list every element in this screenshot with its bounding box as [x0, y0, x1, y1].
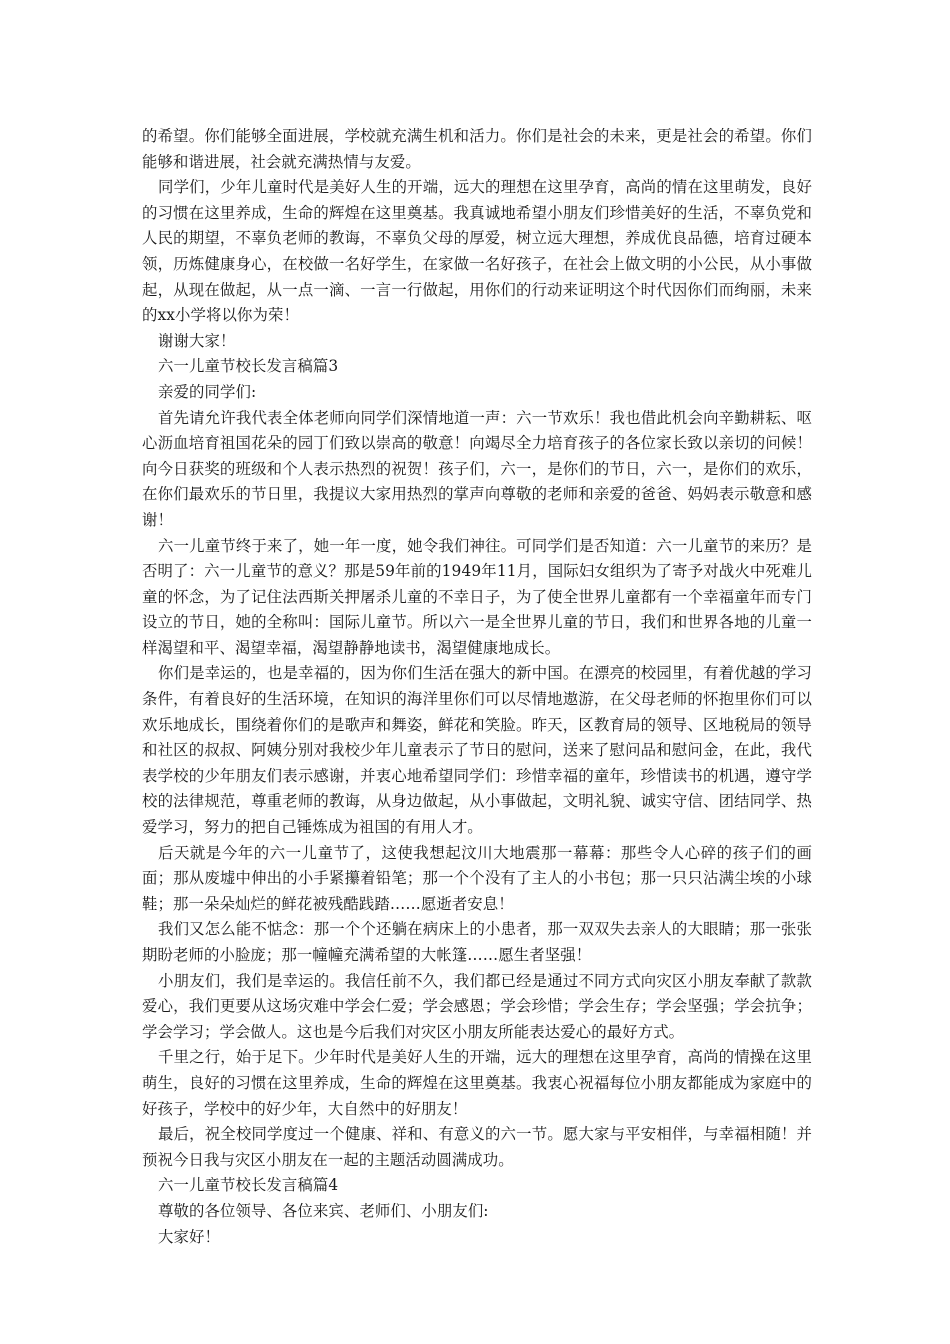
closing-thanks: 谢谢大家！ [158, 331, 236, 350]
paragraph: 千里之行，始于足下。少年时代是美好人生的开端，远大的理想在这里孕育，高尚的情操在这里萌生，良好的习惯在这里养成，生命的辉煌在这里奠基。我衷心祝福每位小朋友都能成为家庭中的好孩子，学校中的好少年，大自然中的好朋友！ [142, 1048, 812, 1118]
paragraph: 首先请允许我代表全体老师向同学们深情地道一声：六一节欢乐！我也借此机会向辛勤耕耘、呕心沥血培育祖国花朵的园丁们致以崇高的敬意！向竭尽全力培育孩子的各位家长致以亲切的问候！向今日获奖的班级和个人表示热烈的祝贺！孩子们，六一，是你们的节日，六一，是你们的欢乐，在你们最欢乐的节日里，我提议大家用热烈的掌声向尊敬的老师和亲爱的爸爸、妈妈表示敬意和感谢！ [142, 408, 812, 529]
document-page [142, 124, 812, 1250]
paragraph: 你们是幸运的，也是幸福的，因为你们生活在强大的新中国。在漂亮的校园里，有着优越的学习条件，有着良好的生活环境，在知识的海洋里你们可以尽情地遨游，在父母老师的怀抱里你们可以欢乐地成长，围绕着你们的是歌声和舞姿，鲜花和笑脸。昨天，区教育局的领导、区地税局的领导和社区的叔叔、阿姨分别对我校少年儿童表示了节日的慰问，送来了慰问品和慰问金，在此，我代表学校的少年朋友们表示感谢，并衷心地希望同学们：珍惜幸福的童年，珍惜读书的机遇，遵守学校的法律规范，尊重老师的教诲，从身边做起，从小事做起，文明礼貌、诚实守信、团结同学、热爱学习，努力的把自己锤炼成为祖国的有用人才。 [142, 664, 812, 837]
salutation: 尊敬的各位领导、各位来宾、老师们、小朋友们: [158, 1201, 489, 1220]
paragraph-continuation: 的希望。你们能够全面进展，学校就充满生机和活力。你们是社会的未来，更是社会的希望。你们能够和谐进展，社会就充满热情与友爱。 [142, 127, 812, 171]
greeting: 大家好！ [158, 1227, 220, 1246]
paragraph: 六一儿童节终于来了，她一年一度，她令我们神往。可同学们是否知道：六一儿童节的来历？是否明了：六一儿童节的意义？那是59年前的1949年11月，国际妇女组织为了寄予对战火中死难儿童的怀念，为了记住法西斯关押屠杀儿童的不幸日子，为了使全世界儿童都有一个幸福童年而专门设立的节日，她的全称叫：国际儿童节。所以六一是全世界儿童的节日，我们和世界各地的儿童一样渴望和平、渴望幸福，渴望静静地读书，渴望健康地成长。 [142, 536, 812, 657]
paragraph: 我们又怎么能不惦念：那一个个还躺在病床上的小患者，那一双双失去亲人的大眼睛；那一张张期盼老师的小脸庞；那一幢幢充满希望的大帐篷……愿生者坚强！ [142, 920, 812, 964]
salutation: 亲爱的同学们: [158, 382, 257, 401]
paragraph: 后天就是今年的六一儿童节了，这使我想起汶川大地震那一幕幕：那些令人心碎的孩子们的画面；那从废墟中伸出的小手紧攥着铅笔；那一个个没有了主人的小书包；那一只只沾满尘埃的小球鞋；那一朵朵灿烂的鲜花被残酷践踏……愿逝者安息！ [142, 843, 812, 913]
paragraph: 同学们，少年儿童时代是美好人生的开端，远大的理想在这里孕育，高尚的情在这里萌发，良好的习惯在这里养成，生命的辉煌在这里奠基。我真诚地希望小朋友们珍惜美好的生活，不辜负党和人民的期望，不辜负老师的教诲，不辜负父母的厚爱，树立远大理想，养成优良品德，培育过硬本领，历炼健康身心，在校做一名好学生，在家做一名好孩子，在社会上做文明的小公民，从小事做起，从现在做起，从一点一滴、一言一行做起，用你们的行动来证明这个时代因你们而绚丽，未来的xx小学将以你为荣！ [142, 178, 812, 325]
section-heading-3: 六一儿童节校长发言稿篇3 [158, 357, 339, 376]
paragraph: 最后，祝全校同学度过一个健康、祥和、有意义的六一节。愿大家与平安相伴，与幸福相随！并预祝今日我与灾区小朋友在一起的主题活动圆满成功。 [142, 1125, 812, 1169]
section-heading-4: 六一儿童节校长发言稿篇4 [158, 1176, 339, 1195]
paragraph: 小朋友们，我们是幸运的。我信任前不久，我们都已经是通过不同方式向灾区小朋友奉献了款款爱心，我们更要从这场灾难中学会仁爱；学会感恩；学会珍惜；学会生存；学会坚强；学会抗争；学会学习；学会做人。这也是今后我们对灾区小朋友所能表达爱心的最好方式。 [142, 971, 812, 1041]
